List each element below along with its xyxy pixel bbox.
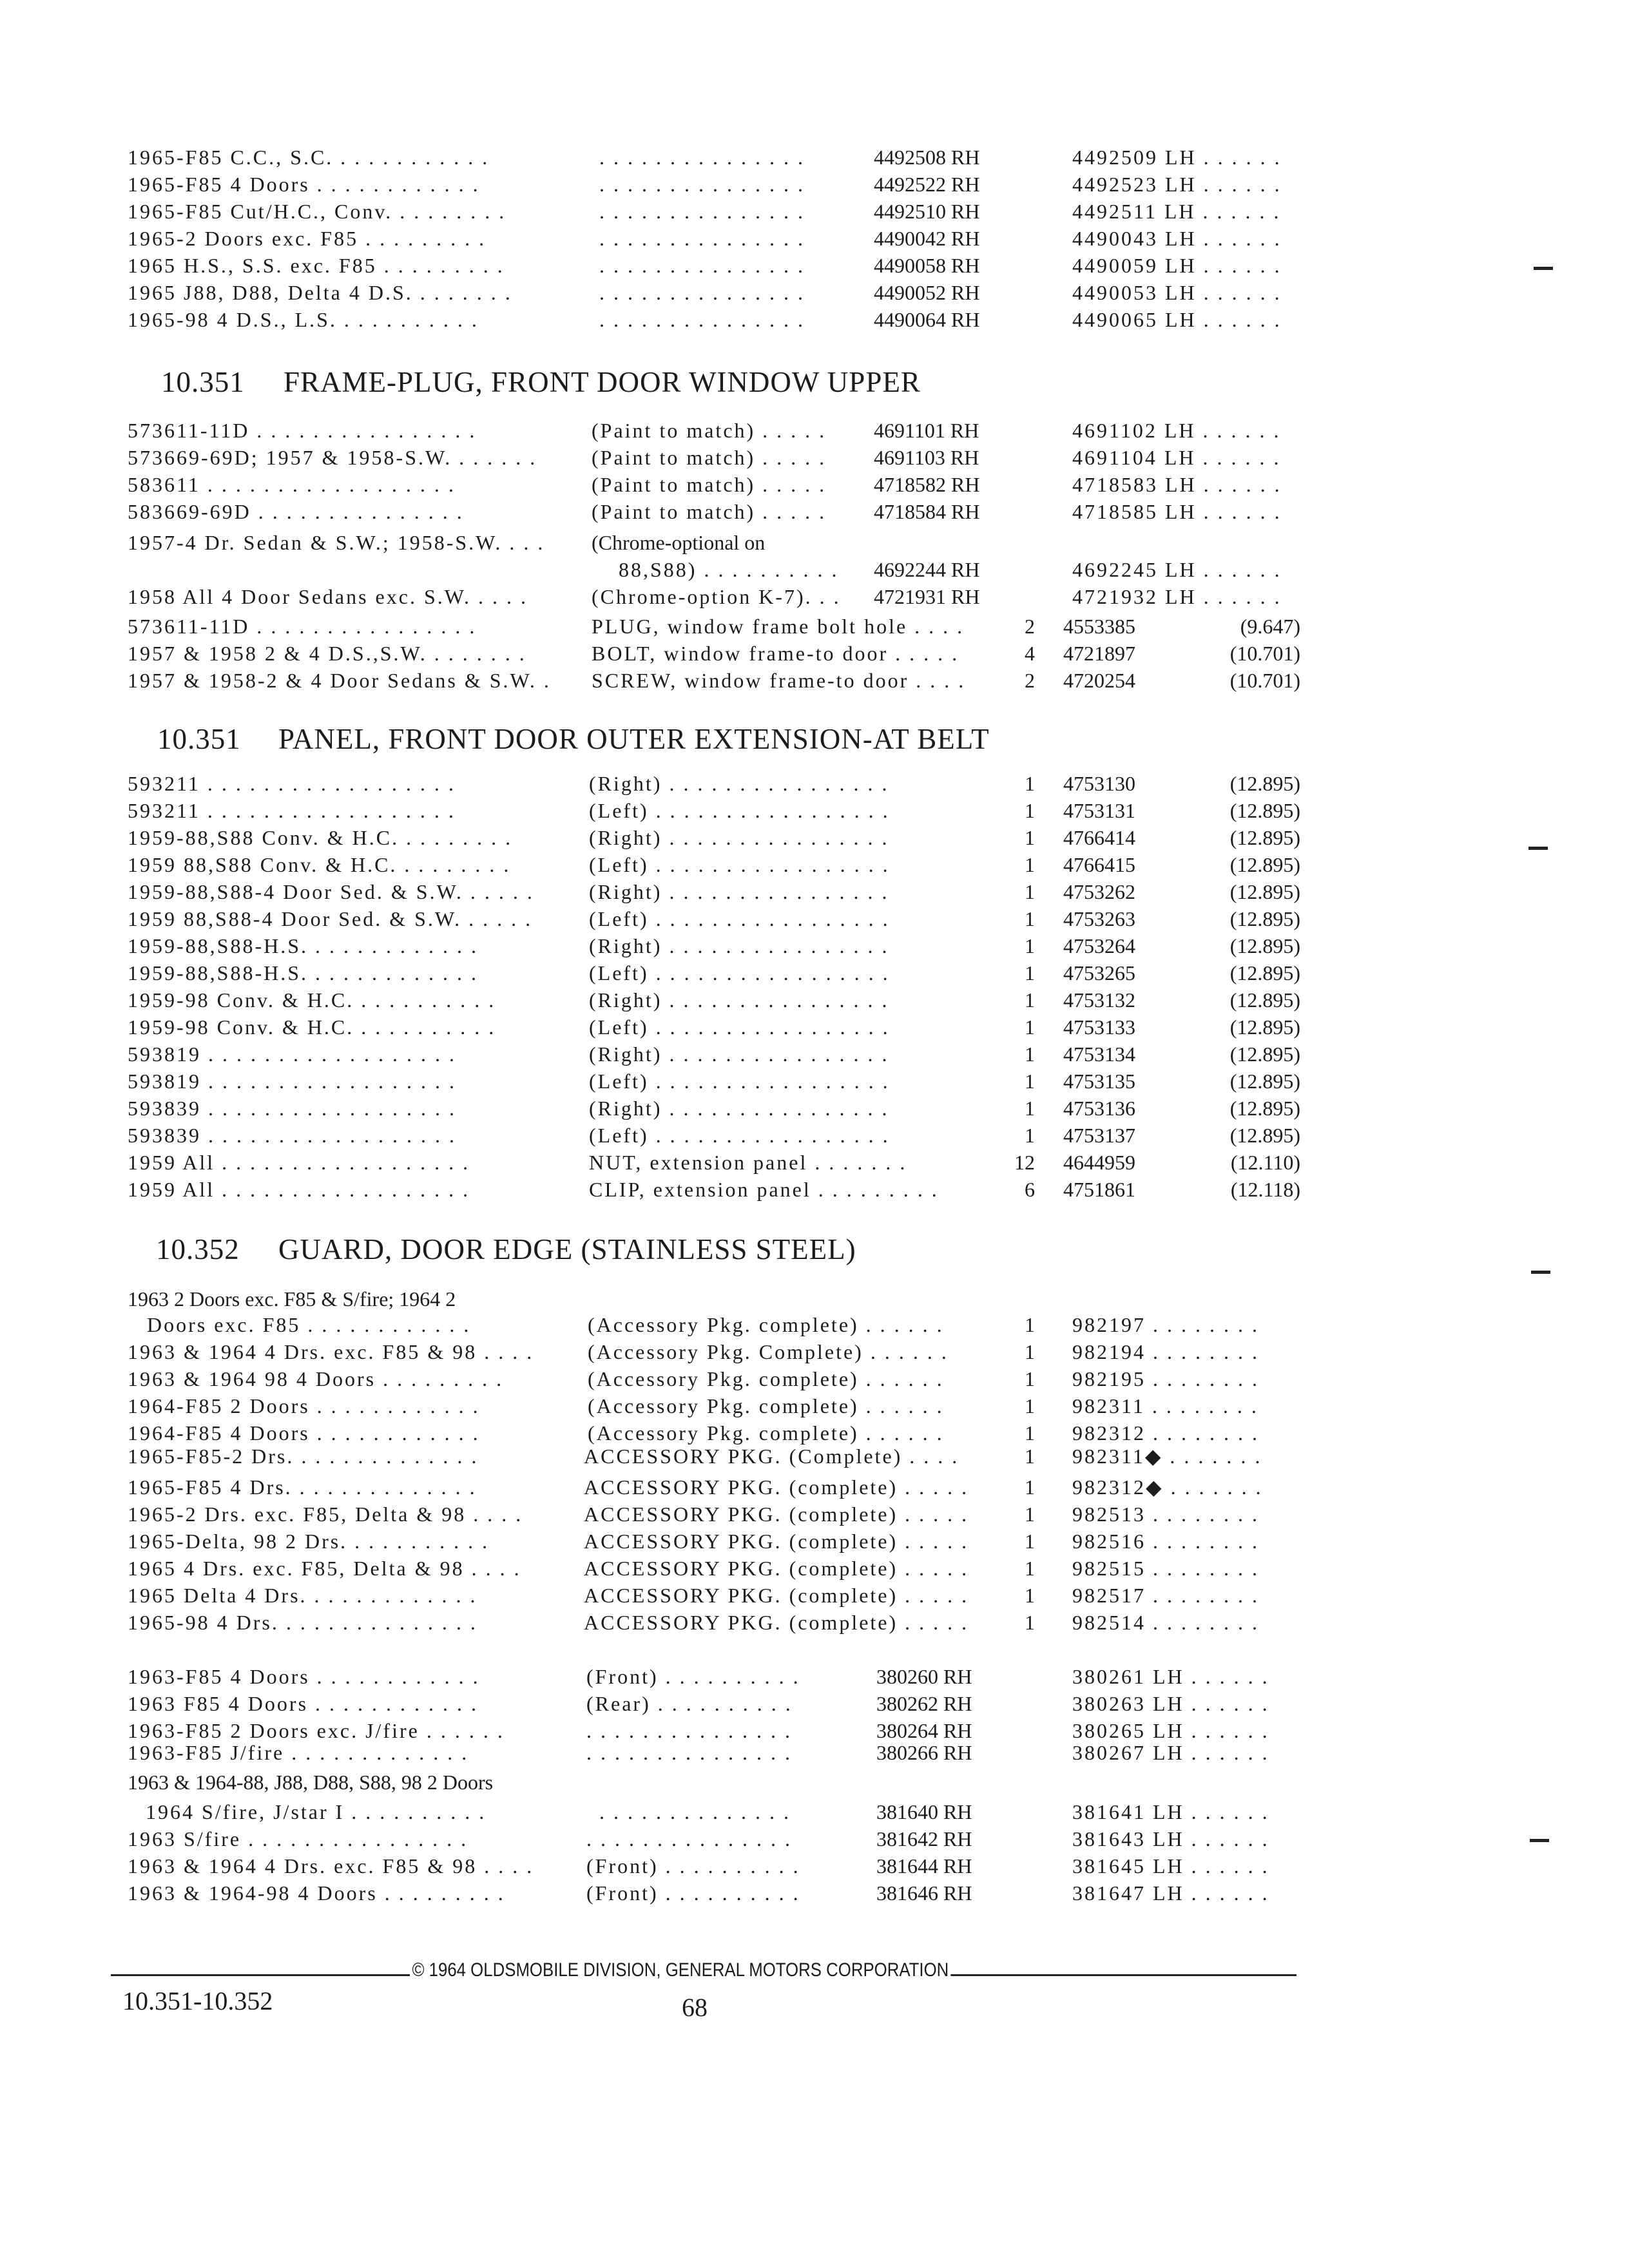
- list-item: 583611 . . . . . . . . . . . . . . . . . . (Paint to match) . . . . . 4718582 RH 4718583 LH . . . . . .: [128, 473, 1282, 496]
- section-title: FRAME-PLUG, FRONT DOOR WINDOW UPPER: [284, 366, 921, 398]
- list-item: 1965-2 Doors exc. F85 . . . . . . . . . . . . . . . . . . . . . . . . 4490042 RH 4490043 LH . . . . . .: [128, 227, 1282, 250]
- list-item: 1959-88,S88 Conv. & H.C. . . . . . . . . (Right) . . . . . . . . . . . . . . . . 1 4766414 (12.895): [128, 826, 1300, 849]
- list-item: 1959-88,S88-4 Door Sed. & S.W. . . . . . (Right) . . . . . . . . . . . . . . . . 1 4753262 (12.895): [128, 880, 1300, 903]
- list-item: 1965-F85 4 Doors . . . . . . . . . . . . . . . . . . . . . . . . . . . 4492522 RH 4492523 LH . . . . . .: [128, 173, 1282, 196]
- list-item: 593211 . . . . . . . . . . . . . . . . . . (Right) . . . . . . . . . . . . . . . . 1 4753130 (12.895): [128, 772, 1300, 795]
- list-item: 1963 & 1964 98 4 Doors . . . . . . . . . (Accessory Pkg. complete) . . . . . . 1 982195 . . . . . . . .: [128, 1367, 1259, 1390]
- list-item: 1959-98 Conv. & H.C. . . . . . . . . . . (Right) . . . . . . . . . . . . . . . . 1 4753132 (12.895): [128, 988, 1300, 1012]
- list-item: 1959-88,S88-H.S. . . . . . . . . . . . . (Left) . . . . . . . . . . . . . . . . . 1 4753265 (12.895): [128, 961, 1300, 985]
- list-item: 1965-2 Drs. exc. F85, Delta & 98 . . . . ACCESSORY PKG. (complete) . . . . . 1 982513 . . . . . . . .: [128, 1503, 1259, 1526]
- list-item: 1957 & 1958-2 & 4 Door Sedans & S.W. . SCREW, window frame-to door . . . . 2 4720254 (10.701): [128, 669, 1300, 692]
- list-item: 573611-11D . . . . . . . . . . . . . . . . PLUG, window frame bolt hole . . . . 2 4553385 (9.647): [128, 615, 1300, 638]
- list-item: 1964-F85 4 Doors . . . . . . . . . . . . (Accessory Pkg. complete) . . . . . . 1 982312 . . . . . . . .: [128, 1421, 1259, 1445]
- copyright-notice: © 1964 OLDSMOBILE DIVISION, GENERAL MOTORS CORPORATION: [410, 1959, 951, 1982]
- margin-mark: [1528, 847, 1548, 850]
- list-item: 593819 . . . . . . . . . . . . . . . . . . (Right) . . . . . . . . . . . . . . . . 1 4753134 (12.895): [128, 1043, 1300, 1066]
- list-item: 1965-98 4 D.S., L.S. . . . . . . . . . . . . . . . . . . . . . . . . . 4490064 RH 4490065 LH . . . . . .: [128, 308, 1282, 331]
- list-item: 1959 All . . . . . . . . . . . . . . . . . . CLIP, extension panel . . . . . . . . . 6 4751861 (12.118): [128, 1178, 1300, 1201]
- list-item: 583669-69D . . . . . . . . . . . . . . . (Paint to match) . . . . . 4718584 RH 4718585 LH . . . . . .: [128, 500, 1282, 523]
- list-item: 1965 Delta 4 Drs. . . . . . . . . . . . . ACCESSORY PKG. (complete) . . . . . 1 982517 . . . . . . . .: [128, 1584, 1259, 1607]
- list-item: 1959-98 Conv. & H.C. . . . . . . . . . . (Left) . . . . . . . . . . . . . . . . . 1 4753133 (12.895): [128, 1015, 1300, 1039]
- list-item: 593211 . . . . . . . . . . . . . . . . . . (Left) . . . . . . . . . . . . . . . . . 1 4753131 (12.895): [128, 799, 1300, 822]
- list-item: 1965-Delta, 98 2 Drs. . . . . . . . . . . ACCESSORY PKG. (complete) . . . . . 1 982516 . . . . . . . .: [128, 1530, 1259, 1553]
- list-item: 593839 . . . . . . . . . . . . . . . . . . (Right) . . . . . . . . . . . . . . . . 1 4753136 (12.895): [128, 1097, 1300, 1120]
- list-item: 1963 & 1964-98 4 Doors . . . . . . . . . (Front) . . . . . . . . . . 381646 RH 381647 LH . . . . . .: [128, 1881, 1269, 1905]
- list-item: 1963 S/fire . . . . . . . . . . . . . . . . . . . . . . . . . . . . . . . 381642 RH 381643 LH . . . . . .: [128, 1827, 1269, 1850]
- list-item: 1963-F85 4 Doors . . . . . . . . . . . . (Front) . . . . . . . . . . 380260 RH 380261 LH . . . . . .: [128, 1665, 1269, 1688]
- list-item: 1965 4 Drs. exc. F85, Delta & 98 . . . . ACCESSORY PKG. (complete) . . . . . 1 982515 . . . . . . . .: [128, 1557, 1259, 1580]
- list-item: 1965-F85-2 Drs. . . . . . . . . . . . . . ACCESSORY PKG. (Complete) . . . . 1 982311◆ . . . . . . .: [128, 1445, 1262, 1468]
- section-range: 10.351-10.352: [122, 1986, 273, 2015]
- list-item: Doors exc. F85 . . . . . . . . . . . . (Accessory Pkg. complete) . . . . . . 1 982197 . . . . . . . .: [147, 1313, 1259, 1336]
- section-heading: [0, 365, 1629, 399]
- list-item: 1965-98 4 Drs. . . . . . . . . . . . . . . ACCESSORY PKG. (complete) . . . . . 1 982514 . . . . . . . .: [128, 1611, 1259, 1634]
- list-item: 1957 & 1958 2 & 4 D.S.,S.W. . . . . . . . BOLT, window frame-to door . . . . . 4 4721897 (10.701): [128, 642, 1300, 665]
- list-item: 1965-F85 Cut/H.C., Conv. . . . . . . . . . . . . . . . . . . . . . . . 4492510 RH 4492511 LH . . . . . .: [128, 200, 1281, 223]
- margin-mark: [1534, 267, 1553, 270]
- list-item: 1963 & 1964 4 Drs. exc. F85 & 98 . . . . (Front) . . . . . . . . . . 381644 RH 381645 LH . . . . . .: [128, 1854, 1269, 1878]
- section-title: PANEL, FRONT DOOR OUTER EXTENSION-AT BELT: [278, 723, 990, 755]
- list-item: 1964-F85 2 Doors . . . . . . . . . . . . (Accessory Pkg. complete) . . . . . . 1 982311 . . . . . . . .: [128, 1394, 1258, 1418]
- list-item: 1959-88,S88-H.S. . . . . . . . . . . . . (Right) . . . . . . . . . . . . . . . . 1 4753264 (12.895): [128, 934, 1300, 957]
- list-item: 593819 . . . . . . . . . . . . . . . . . . (Left) . . . . . . . . . . . . . . . . . 1 4753135 (12.895): [128, 1070, 1300, 1093]
- list-item: 1959 88,S88-4 Door Sed. & S.W. . . . . . (Left) . . . . . . . . . . . . . . . . . 1 4753263 (12.895): [128, 907, 1300, 930]
- list-item: 1963 & 1964-88, J88, D88, S88, 98 2 Doors: [128, 1771, 494, 1794]
- list-item: 573669-69D; 1957 & 1958-S.W. . . . . . . (Paint to match) . . . . . 4691103 RH 4691104 LH . . . . . .: [128, 446, 1281, 469]
- section-heading: [0, 722, 1629, 756]
- list-item: 1958 All 4 Door Sedans exc. S.W. . . . . (Chrome-option K-7). . . 4721931 RH 4721932 LH . . . . . .: [128, 585, 1282, 608]
- section-number: 10.352: [156, 1233, 240, 1265]
- list-item: 593839 . . . . . . . . . . . . . . . . . . (Left) . . . . . . . . . . . . . . . . . 1 4753137 (12.895): [128, 1124, 1300, 1147]
- list-item: 1963 & 1964 4 Drs. exc. F85 & 98 . . . . (Accessory Pkg. Complete) . . . . . . 1 982194 . . . . . . . .: [128, 1340, 1259, 1363]
- margin-mark: [1531, 1271, 1550, 1274]
- list-item: 1965-F85 C.C., S.C. . . . . . . . . . . . . . . . . . . . . . . . . . . 4492508 RH 4492509 LH . . . . . .: [128, 146, 1282, 169]
- list-item: 88,S88) . . . . . . . . . . 4692244 RH 4692245 LH . . . . . .: [619, 558, 1282, 581]
- section-number: 10.351: [161, 366, 245, 398]
- list-item: 1963-F85 2 Doors exc. J/fire . . . . . . . . . . . . . . . . . . . . . 380264 RH 380265 LH . . . . . .: [128, 1719, 1269, 1742]
- section-heading: [0, 1232, 1629, 1267]
- list-item: 573611-11D . . . . . . . . . . . . . . . . (Paint to match) . . . . . 4691101 RH 4691102 LH . . . . . .: [128, 419, 1281, 442]
- list-item: 1965 H.S., S.S. exc. F85 . . . . . . . . . . . . . . . . . . . . . . . . 4490058 RH 4490059 LH . . . . . .: [128, 254, 1282, 277]
- list-item: 1957-4 Dr. Sedan & S.W.; 1958-S.W. . . . (Chrome-optional on: [128, 531, 766, 554]
- list-item: 1963-F85 J/fire . . . . . . . . . . . . . . . . . . . . . . . . . . . . 380266 RH 380267 LH . . . . . .: [128, 1741, 1269, 1764]
- section-number: 10.351: [157, 723, 241, 755]
- page-number: 68: [682, 1993, 708, 2022]
- list-item: 1963 2 Doors exc. F85 & S/fire; 1964 2: [128, 1287, 456, 1311]
- list-item: 1965-F85 4 Drs. . . . . . . . . . . . . . ACCESSORY PKG. (complete) . . . . . 1 982312◆ . . . . . . .: [128, 1475, 1263, 1499]
- list-item: 1964 S/fire, J/star I . . . . . . . . . . . . . . . . . . . . . . . . 381640 RH 381641 LH . . . . . .: [146, 1800, 1269, 1823]
- list-item: 1959 All . . . . . . . . . . . . . . . . . . NUT, extension panel . . . . . . . 12 4644959 (12.110): [128, 1151, 1300, 1174]
- section-title: GUARD, DOOR EDGE (STAINLESS STEEL): [278, 1233, 856, 1265]
- list-item: 1963 F85 4 Doors . . . . . . . . . . . . (Rear) . . . . . . . . . . 380262 RH 380263 LH . . . . . .: [128, 1692, 1269, 1715]
- list-item: 1965 J88, D88, Delta 4 D.S. . . . . . . . . . . . . . . . . . . . . . . 4490052 RH 4490053 LH . . . . . .: [128, 281, 1282, 304]
- margin-mark: [1530, 1839, 1549, 1842]
- list-item: 1959 88,S88 Conv. & H.C. . . . . . . . . (Left) . . . . . . . . . . . . . . . . . 1 4766415 (12.895): [128, 853, 1300, 876]
